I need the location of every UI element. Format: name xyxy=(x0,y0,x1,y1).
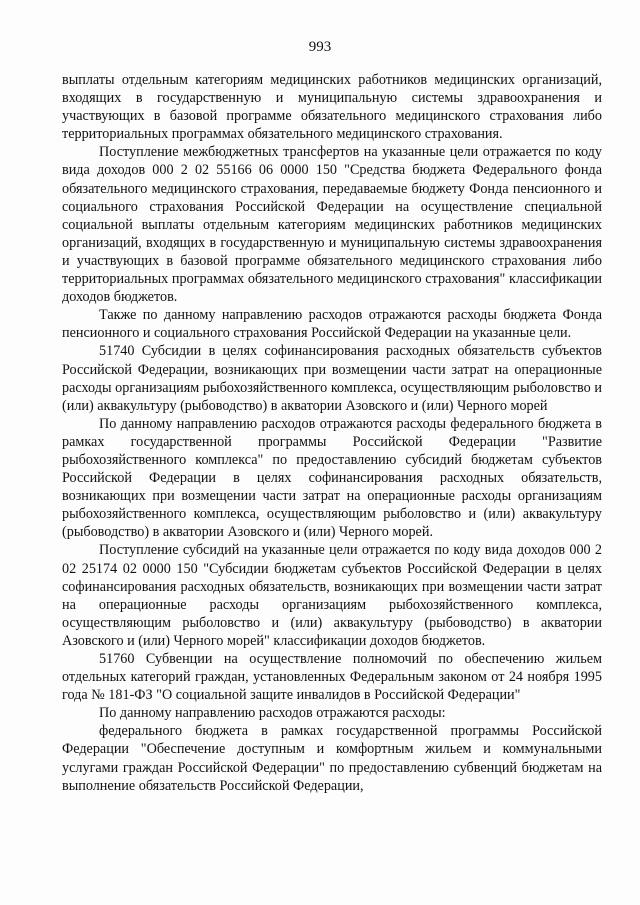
heading-51760: 51760 Субвенции на осуществление полномочий по обеспечению жильем отдельных категорий граждан, установленных Федеральным законом от 24 ноября 1995 года № 181-ФЗ "О социальной защите инвалидов в Российской Федерации" xyxy=(62,651,602,704)
paragraph-income-transfers: Поступление межбюджетных трансфертов на указанные цели отражается по коду вида доходов 000 2 02 55166 06 0000 150 "Средства бюджета Федерального фонда обязательного медицинского страхования, передаваемые бюджету Фонда пенсионного и социального страхования Российской Федерации на осуществление специальной социальной выплаты отдельным категориям медицинских работников медицинских организаций, входящих в государственную и муниципальную системы здравоохранения и участвующих в базовой программе обязательного медицинского страхования либо территориальных программах обязательного медицинского страхования" классификации доходов бюджетов. xyxy=(62,144,602,306)
paragraph-fund-expenses: Также по данному направлению расходов отражаются расходы бюджета Фонда пенсионного и социального страхования Российской Федерации на указанные цели. xyxy=(62,307,602,342)
page-body xyxy=(62,71,602,795)
paragraph-51740-income: Поступление субсидий на указанные цели отражается по коду вида доходов 000 2 02 25174 02 0000 150 "Субсидии бюджетам субъектов Российской Федерации в целях софинансирования расходных обязательств, возникающих при возмещении части затрат на операционные расходы организациям рыбохозяйственного комплекса, осуществляющим рыболовство и (или) аквакультуру (рыбоводство) в акватории Азовского и (или) Черного морей" классификации доходов бюджетов. xyxy=(62,542,602,649)
paragraph-51740-expenses: По данному направлению расходов отражаются расходы федерального бюджета в рамках государственной программы Российской Федерации "Развитие рыбохозяйственного комплекса" по предоставлению субсидий бюджетам субъектов Российской Федерации в целях софинансирования расходных обязательств, возникающих при возмещении части затрат на операционные расходы организациям рыбохозяйственного комплекса, осуществляющим рыболовство и (или) аквакультуру (рыбоводство) в акватории Азовского и (или) Черного морей. xyxy=(62,415,602,541)
paragraph-51760-intro: По данному направлению расходов отражаются расходы: xyxy=(99,705,446,722)
paragraph-continuation: выплаты отдельным категориям медицинских работников медицинских организаций, входящих в государственную и муниципальную системы здравоохранения и участвующих в базовой программе обязательного медицинского страхования либо территориальных программах обязательного медицинского страхования. xyxy=(62,72,602,143)
heading-51740: 51740 Субсидии в целях софинансирования расходных обязательств субъектов Российской Федерации, возникающих при возмещении части затрат на операционные расходы организациям рыбохозяйственного комплекса, осуществляющим рыболовство и (или) аквакультуру (рыбоводство) в акватории Азовского и (или) Черного морей xyxy=(62,343,602,414)
page-number: 993 xyxy=(308,39,332,55)
paragraph-51760-federal: федерального бюджета в рамках государственной программы Российской Федерации "Обеспечение доступным и комфортным жильем и коммунальными услугами граждан Российской Федерации" по предоставлению субвенций бюджетам на выполнение обязательств Российской Федерации, xyxy=(62,723,602,794)
